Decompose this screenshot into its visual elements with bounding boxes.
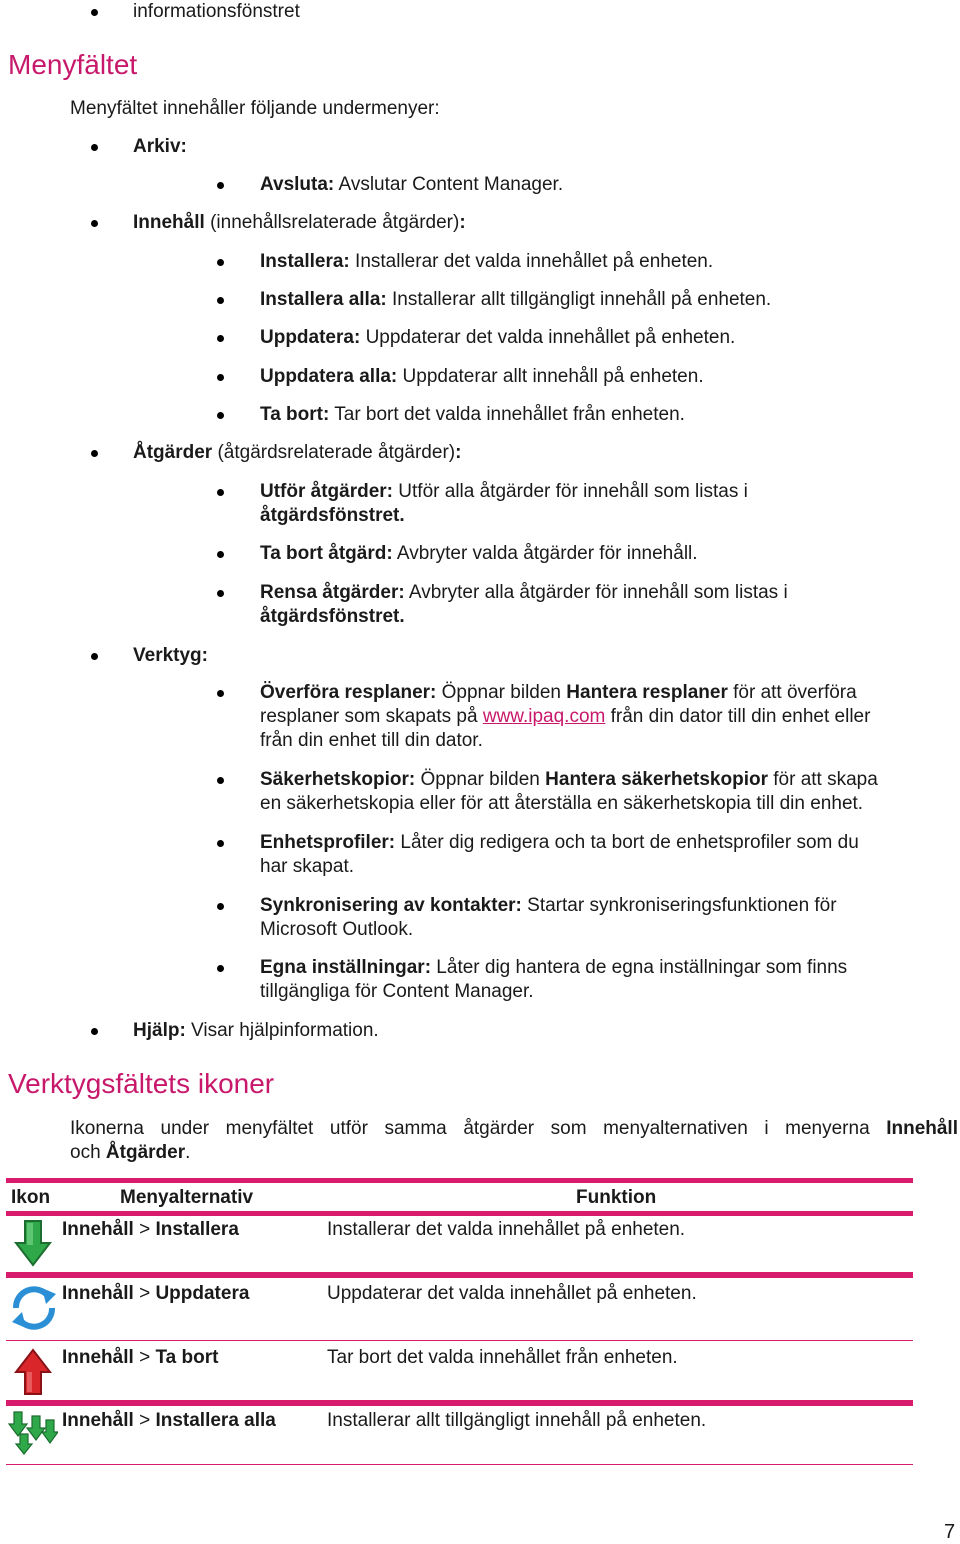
bullet	[217, 690, 224, 697]
table-top-rule	[6, 1178, 913, 1183]
list-item: Installera: Installerar det valda innehållet på enheten.	[260, 251, 714, 272]
table-cell-menyalternativ: Innehåll > Installera	[62, 1219, 239, 1240]
list-item: Egna inställningar: Låter dig hantera de egna inställningar som finns tillgängliga för Content Manager.	[260, 957, 848, 1002]
table-bottom-rule	[6, 1464, 913, 1465]
table-row-rule	[6, 1272, 913, 1278]
bullet	[217, 777, 224, 784]
bullet	[217, 965, 224, 972]
bullet	[91, 220, 98, 227]
list-item: Säkerhetskopior: Öppnar bilden Hantera säkerhetskopior för att skapa en säkerhetskopia eller för att återställa en säkerhetskopia till din enhet.	[260, 769, 878, 814]
list-item: Rensa åtgärder: Avbryter alla åtgärder för innehåll som listas i åtgärdsfönstret.	[260, 582, 788, 627]
table-cell-funktion: Installerar det valda innehållet på enheten.	[327, 1219, 686, 1240]
blue-refresh-icon	[8, 1284, 60, 1339]
section-heading-verktygsfaltets-ikoner: Verktygsfältets ikoner	[8, 1068, 275, 1099]
table-cell-menyalternativ: Innehåll > Uppdatera	[62, 1283, 250, 1304]
section-heading-menyfaltet: Menyfältet	[8, 49, 138, 80]
bullet	[91, 450, 98, 457]
list-item: informationsfönstret	[133, 1, 300, 22]
list-item: Ta bort åtgärd: Avbryter valda åtgärder för innehåll.	[260, 543, 698, 564]
page-number: 7	[944, 1521, 956, 1543]
section-intro-line2: och Åtgärder.	[70, 1142, 191, 1163]
bullet	[217, 590, 224, 597]
bullet	[91, 9, 98, 16]
green-multi-down-arrows-icon	[8, 1410, 58, 1463]
menu-label-verktyg: Verktyg:	[133, 645, 208, 666]
list-item: Enhetsprofiler: Låter dig redigera och ta bort de enhetsprofiler som du har skapat.	[260, 832, 859, 877]
table-header-rule	[6, 1211, 913, 1216]
table-cell-funktion: Uppdaterar det valda innehållet på enheten.	[327, 1283, 697, 1304]
menu-label-innehall: Innehåll (innehållsrelaterade åtgärder):	[133, 212, 466, 233]
bullet	[217, 259, 224, 266]
list-item: Uppdatera alla: Uppdaterar allt innehåll på enheten.	[260, 366, 704, 387]
menu-label-atgarder: Åtgärder (åtgärdsrelaterade åtgärder):	[133, 442, 462, 463]
bullet	[217, 374, 224, 381]
bullet	[217, 182, 224, 189]
list-item: Ta bort: Tar bort det valda innehållet från enheten.	[260, 404, 685, 425]
table-header-funktion: Funktion	[576, 1187, 657, 1208]
section-intro: Ikonerna under menyfältet utför samma åtgärder som menyalternativen i menyerna Innehåll	[70, 1118, 958, 1139]
bullet	[217, 489, 224, 496]
list-item: Synkronisering av kontakter: Startar synkroniseringsfunktionen för Microsoft Outlook.	[260, 895, 837, 940]
bullet	[91, 144, 98, 151]
table-header-ikon: Ikon	[11, 1187, 51, 1208]
bullet	[217, 297, 224, 304]
table-cell-funktion: Installerar allt tillgängligt innehåll på enheten.	[327, 1410, 707, 1431]
list-item: Utför åtgärder: Utför alla åtgärder för innehåll som listas i åtgärdsfönstret.	[260, 481, 748, 526]
bullet	[91, 1028, 98, 1035]
red-up-arrow-icon	[14, 1348, 52, 1405]
table-cell-menyalternativ: Innehåll > Ta bort	[62, 1347, 219, 1368]
ipaq-link[interactable]: www.ipaq.com	[482, 706, 606, 727]
bullet	[217, 903, 224, 910]
bullet	[91, 653, 98, 660]
bullet	[217, 335, 224, 342]
table-cell-funktion: Tar bort det valda innehållet från enheten.	[327, 1347, 678, 1368]
table-row-rule	[6, 1400, 913, 1406]
bullet	[217, 551, 224, 558]
list-item: Installera alla: Installerar allt tillgängligt innehåll på enheten.	[260, 289, 772, 310]
list-item: Uppdatera: Uppdaterar det valda innehållet på enheten.	[260, 327, 736, 348]
green-down-arrow-icon	[14, 1219, 52, 1276]
menu-label-arkiv: Arkiv:	[133, 136, 187, 157]
table-header-menyalternativ: Menyalternativ	[120, 1187, 254, 1208]
bullet	[217, 840, 224, 847]
table-row-rule	[6, 1340, 913, 1341]
table-cell-menyalternativ: Innehåll > Installera alla	[62, 1410, 276, 1431]
bullet	[217, 412, 224, 419]
section-intro: Menyfältet innehåller följande undermenyer:	[70, 98, 440, 119]
menu-label-hjalp: Hjälp: Visar hjälpinformation.	[133, 1020, 379, 1041]
list-item: Överföra resplaner: Öppnar bilden Hantera resplaner för att överföra resplaner som skapats på www.ipaq.com från din dator till din enhet eller från din enhet till din dator.	[260, 682, 871, 751]
list-item: Avsluta: Avslutar Content Manager.	[260, 174, 564, 195]
